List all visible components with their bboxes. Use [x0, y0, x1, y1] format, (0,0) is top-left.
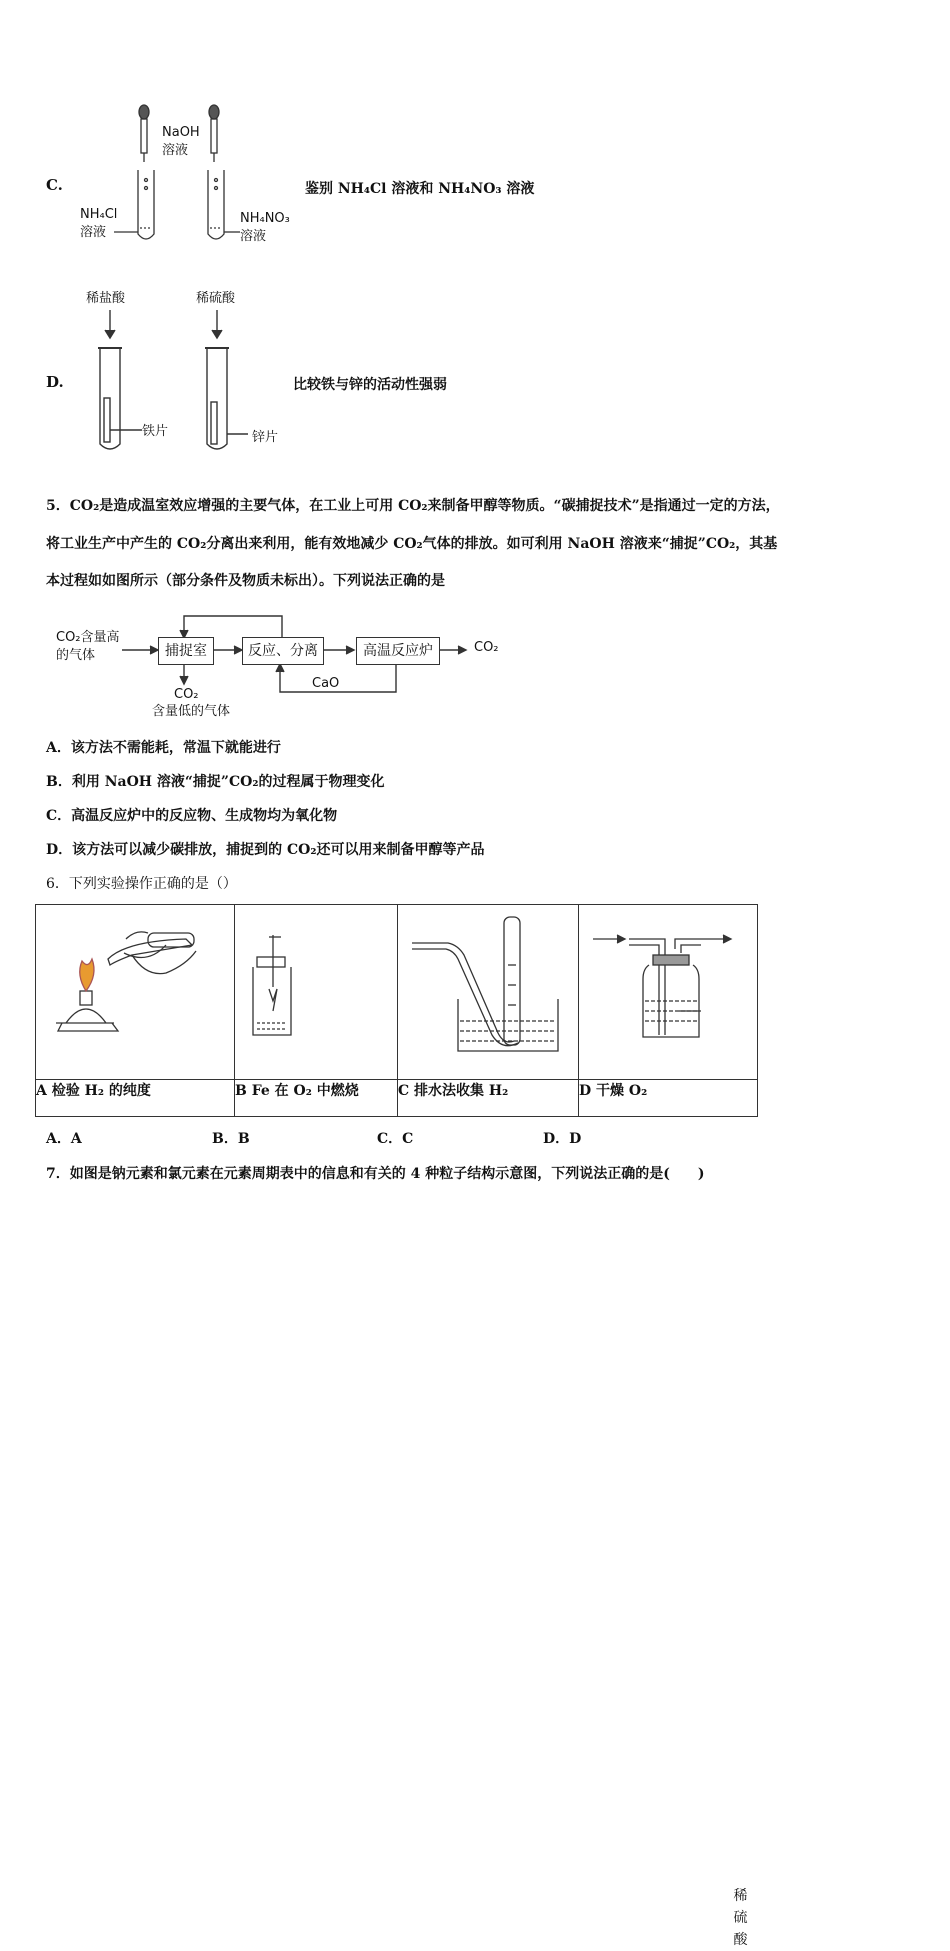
option-d-label: D. — [46, 373, 64, 391]
exp-c-caption: C 排水法收集 H₂ — [398, 1080, 579, 1117]
exp-a-caption: A 检验 H₂ 的纯度 — [36, 1080, 235, 1117]
hydrogen-purity-test-icon — [36, 905, 234, 1075]
q5-stem-line-1: 5．CO₂是造成温室效应增强的主要气体，在工业上可用 CO₂来制备甲醇等物质。“碳捕捉技术”是指通过一定的方法， — [46, 498, 780, 514]
exp-d-caption: D 干燥 O₂ — [579, 1080, 758, 1117]
iron-label: 铁片 — [142, 424, 169, 439]
q5-option-d: D．该方法可以减少碳排放，捕捉到的 CO₂还可以用来制备甲醇等产品 — [46, 842, 485, 858]
q6-choice-a: A．A — [46, 1131, 82, 1147]
exp-b-caption: B Fe 在 O₂ 中燃烧 — [235, 1080, 398, 1117]
q6-stem: 6．下列实验操作正确的是（） — [46, 876, 237, 892]
q6-choice-b: B．B — [212, 1131, 250, 1147]
flow-input-label: CO₂含量高 的气体 — [56, 630, 120, 663]
gas-drying-bottle-icon — [579, 905, 757, 1075]
exp-b-image — [235, 905, 398, 1080]
q5-option-a: A．该方法不需能耗，常温下就能进行 — [46, 740, 281, 756]
nh4no3-label: NH₄NO₃ 溶液 — [240, 211, 290, 244]
capture-chamber-box: 捕捉室 — [158, 637, 214, 665]
q5-option-b: B．利用 NaOH 溶液“捕捉”CO₂的过程属于物理变化 — [46, 774, 385, 790]
option-d-purpose: 比较铁与锌的活动性强弱 — [293, 377, 447, 393]
option-c-purpose: 鉴别 NH₄Cl 溶液和 NH₄NO₃ 溶液 — [305, 181, 535, 197]
q5-option-c: C．高温反应炉中的反应物、生成物均为氧化物 — [46, 808, 338, 824]
flow-output-co2: CO₂ — [474, 640, 499, 655]
q5-stem-line-3: 本过程如如图所示（部分条件及物质未标出）。下列说法正确的是 — [46, 573, 445, 589]
cao-label: CaO — [312, 676, 340, 691]
nh4cl-label: NH₄Cl 溶液 — [80, 207, 118, 240]
option-c-label: C. — [46, 176, 63, 194]
q6-choice-c: C．C — [377, 1131, 414, 1147]
hcl-label: 稀盐酸 — [86, 291, 126, 306]
naoh-label: NaOH 溶液 — [162, 125, 200, 158]
reaction-separation-box: 反应、分离 — [242, 637, 324, 665]
exp-c-image — [398, 905, 579, 1080]
water-displacement-icon — [398, 905, 578, 1075]
dilute-sulfuric-acid-label: 稀 硫 酸 — [733, 1887, 748, 1948]
q6-choice-d: D．D — [543, 1131, 582, 1147]
q7-stem: 7．如图是钠元素和氯元素在元素周期表中的信息和有关的 4 种粒子结构示意图，下列说法正确的是( ) — [46, 1166, 705, 1182]
iron-burning-bottle-icon — [235, 905, 397, 1075]
high-temp-furnace-box: 高温反应炉 — [356, 637, 440, 665]
exp-a-image — [36, 905, 235, 1080]
zinc-label: 锌片 — [252, 430, 279, 445]
h2so4-label: 稀硫酸 — [196, 291, 236, 306]
metal-activity-diagram — [90, 306, 250, 456]
low-co2-gas-label: CO₂ 含量低的气体 — [151, 687, 230, 719]
q5-stem-line-2: 将工业生产中产生的 CO₂分离出来利用，能有效地减少 CO₂气体的排放。如可利用 NaOH 溶液来“捕捉”CO₂，其基 — [46, 536, 778, 552]
carbon-capture-flowchart — [40, 610, 520, 730]
